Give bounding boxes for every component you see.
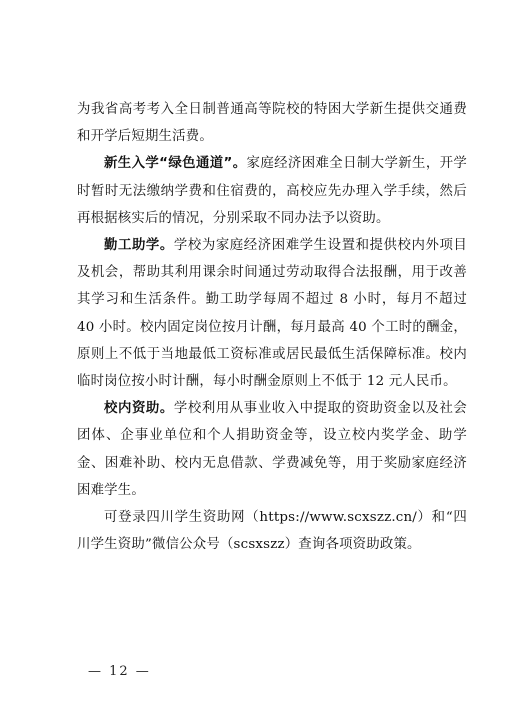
page-body: [77, 96, 467, 558]
page-number: — 12 —: [88, 664, 151, 679]
paragraph-text: 为我省高考考入全日制普通高等院校的特困大学新生提供交通费和开学后短期生活费。: [77, 102, 467, 145]
paragraph-heading: 校内资助。: [104, 401, 174, 417]
paragraph-green-channel: [77, 150, 467, 232]
paragraph-text: 学校利用从事业收入中提取的资助资金以及社会团体、企事业单位和个人捐助资金等，设立校内奖学金、助学金、困难补助、校内无息借款、学费减免等，用于奖励家庭经济困难学生。: [77, 401, 468, 498]
paragraph-text: 可登录四川学生资助网（https://www.scxszz.cn/）和“四川学生资助”微信公众号（scsxszz）查询各项资助政策。: [77, 510, 467, 553]
paragraph-text: 学校为家庭经济困难学生设置和提供校内外项目及机会，帮助其利用课余时间通过劳动取得合法报酬，用于改善其学习和生活条件。勤工助学每周不超过 8 小时，每月不超过 40 小时。校内固定岗位按月计酬，每月最高 40 个工时的酬金，原则上不低于当地最低工资标准或居民最低生活保障标准。校内临时岗位按小时计酬，每小时酬金原则上不低于 12 元人民币。: [77, 238, 468, 390]
paragraph-work-study: [77, 232, 467, 395]
paragraph-text: 家庭经济困难全日制大学新生，开学时暂时无法缴纳学费和住宿费的，高校应先办理入学手续，然后再根据核实后的情况，分别采取不同办法予以资助。: [77, 156, 467, 226]
paragraph-website-info: [77, 504, 467, 558]
paragraph-heading: 勤工助学。: [104, 238, 174, 254]
paragraph-campus-aid: [77, 395, 467, 504]
paragraph-heading: 新生入学“绿色通道”。: [104, 156, 247, 172]
paragraph-continuation: [77, 96, 467, 150]
